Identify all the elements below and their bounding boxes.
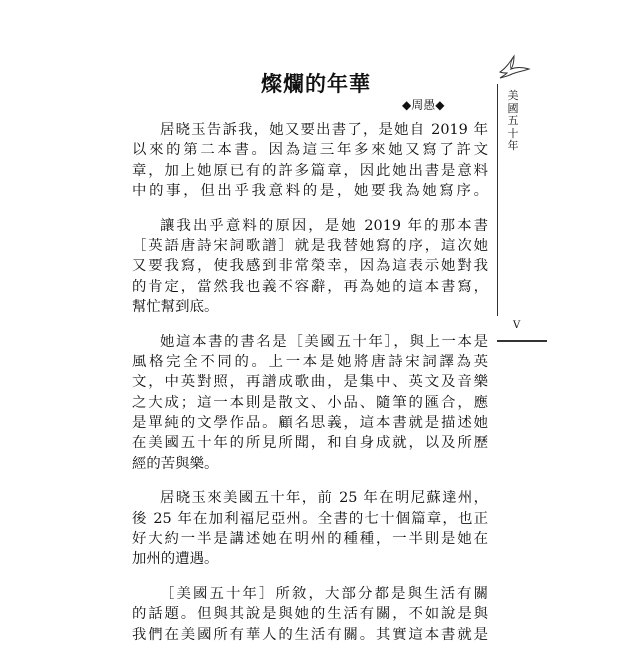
side-horizontal-rule [497, 340, 547, 342]
text-line: ［英語唐詩宋詞歌譜］就是我替她寫的序，這次她 [132, 237, 488, 254]
text-line: 的話題。但與其說是與她的生活有關，不如說是與 [132, 606, 488, 623]
text-line: 在美國五十年的所見所聞，和自身成就，以及所歷 [132, 435, 488, 452]
text-line: 她這本書的書名是［美國五十年］，與上一本是 [160, 333, 488, 350]
paragraph [132, 332, 488, 475]
flying-bird-icon [498, 52, 532, 82]
body-text [132, 120, 488, 659]
text-line: 後 25 年在加利福尼亞州。全書的七十個篇章，也正 [132, 510, 488, 527]
paragraph [132, 216, 488, 318]
text-line: 之大成；這一本則是散文、小品、隨筆的匯合，應 [132, 394, 488, 411]
paragraph [132, 584, 488, 645]
text-line: 居晓玉告訴我，她又要出書了，是她自 2019 年 [160, 122, 488, 138]
running-header-label: 美國五十年 [507, 89, 519, 152]
paragraph [132, 488, 488, 570]
text-line: 以來的第二本書。因為這三年多來她又寫了許文 [132, 142, 488, 159]
text-line: 是單純的文學作品。顧名思義，這本書就是描述她 [132, 415, 488, 432]
text-line: 章，加上她原已有的許多篇章，因此她出書是意料 [132, 162, 488, 179]
author-byline: ◆周愚◆ [402, 98, 445, 112]
text-line: 幫忙幫到底。 [132, 299, 219, 316]
text-line: 居晓玉來美國五十年，前 25 年在明尼蘇達州， [160, 490, 488, 507]
side-vertical-rule [497, 84, 498, 316]
text-line: 讓我出乎意料的原因，是她 2019 年的那本書 [160, 217, 488, 234]
text-line: 中的事，但出乎我意料的是，她要我為她寫序。 [132, 183, 488, 200]
text-line: 又要我寫，使我感到非常榮幸，因為這表示她對我 [132, 258, 488, 275]
page-number: V [513, 320, 521, 331]
text-line: 風格完全不同的。上一本是她將唐詩宋詞譯為英 [132, 353, 488, 370]
paragraph [132, 120, 488, 202]
text-line: 加州的遭遇。 [132, 551, 219, 568]
text-line: 經的苦與樂。 [132, 455, 219, 472]
text-line: 文，中英對照，再譜成歌曲，是集中、英文及音樂 [132, 374, 488, 391]
page-title: 燦爛的年華 [261, 72, 371, 96]
text-line: 我們在美國所有華人的生活有關。其實這本書就是 [132, 626, 488, 643]
text-line: 的肯定，當然我也義不容辭，再為她的這本書寫， [132, 278, 488, 295]
text-line: ［美國五十年］所敘，大部分都是與生活有關 [160, 585, 488, 602]
text-line: 好大約一半是講述她在明州的種種，一半則是她在 [132, 531, 488, 548]
